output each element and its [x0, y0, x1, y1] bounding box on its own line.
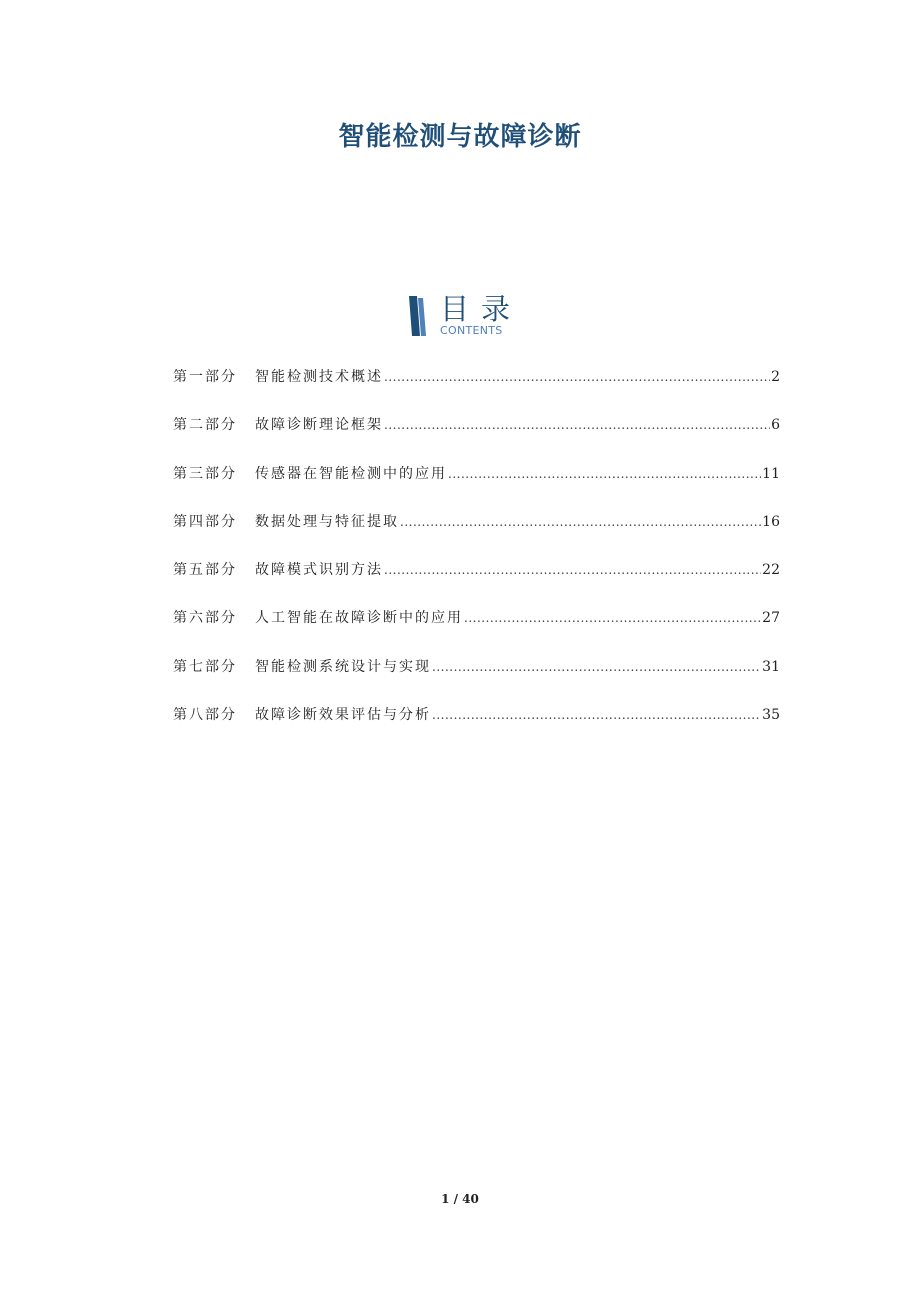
- toc-entry-title: 智能检测系统设计与实现: [255, 658, 431, 675]
- toc-entry-title: 故障诊断效果评估与分析: [255, 707, 431, 724]
- toc-entry-page: 16: [762, 513, 780, 530]
- toc-dot-leader: [384, 414, 770, 436]
- toc-dot-leader: [464, 607, 761, 629]
- toc-list: [173, 366, 780, 752]
- toc-dot-leader: [448, 463, 761, 485]
- toc-entry[interactable]: [173, 559, 780, 607]
- toc-entry[interactable]: [173, 366, 780, 414]
- toc-entry-part: 第二部分: [173, 417, 237, 434]
- toc-entry-page: 22: [762, 562, 780, 579]
- toc-entry-page: 11: [762, 465, 780, 482]
- toc-heading-title: 目录: [440, 292, 523, 326]
- toc-heading-subtitle: CONTENTS: [440, 324, 503, 337]
- toc-dot-leader: [432, 704, 761, 726]
- toc-entry-part: 第四部分: [173, 513, 237, 530]
- toc-entry-part: 第八部分: [173, 707, 237, 724]
- toc-entry-page: 31: [762, 658, 780, 675]
- toc-heading: [408, 294, 528, 342]
- toc-dot-leader: [384, 559, 761, 581]
- toc-entry-part: 第三部分: [173, 465, 237, 482]
- toc-entry-page: 2: [771, 369, 780, 385]
- toc-entry[interactable]: [173, 607, 780, 655]
- toc-entry-title: 故障模式识别方法: [255, 562, 383, 579]
- toc-entry[interactable]: [173, 704, 780, 752]
- toc-entry-title: 数据处理与特征提取: [255, 513, 399, 530]
- toc-entry[interactable]: [173, 414, 780, 462]
- toc-entry-page: 35: [762, 707, 780, 724]
- toc-entry-page: 6: [771, 417, 780, 434]
- toc-entry[interactable]: [173, 656, 780, 704]
- toc-dot-leader: [400, 511, 761, 533]
- toc-entry-page: 27: [762, 610, 780, 627]
- toc-bookmark-icon: [408, 296, 430, 336]
- toc-dot-leader: [384, 366, 770, 388]
- toc-entry[interactable]: [173, 511, 780, 559]
- document-title: 智能检测与故障诊断: [338, 122, 582, 152]
- toc-entry-title: 智能检测技术概述: [255, 369, 383, 385]
- toc-entry-title: 传感器在智能检测中的应用: [255, 465, 447, 482]
- page-indicator: 1 / 40: [441, 1192, 479, 1206]
- toc-entry-part: 第七部分: [173, 658, 237, 675]
- toc-entry-title: 人工智能在故障诊断中的应用: [255, 610, 463, 627]
- toc-entry-part: 第六部分: [173, 610, 237, 627]
- toc-entry[interactable]: [173, 463, 780, 511]
- toc-entry-part: 第一部分: [173, 369, 237, 385]
- toc-dot-leader: [432, 656, 761, 678]
- toc-entry-part: 第五部分: [173, 562, 237, 579]
- toc-entry-title: 故障诊断理论框架: [255, 417, 383, 434]
